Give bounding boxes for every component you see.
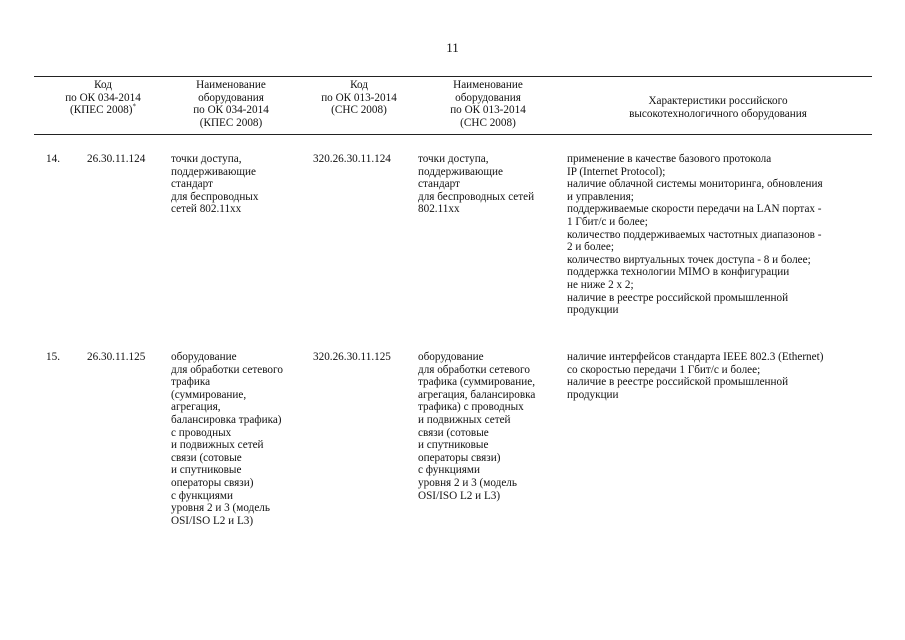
row-14-name-sns: точки доступа, поддерживающие стандарт для беспроводных сетей 802.11хх — [418, 153, 535, 216]
row-15-code-sns: 320.26.30.11.125 — [313, 351, 391, 363]
table-top-rule — [34, 76, 872, 77]
row-14-name-okpd: точки доступа, поддерживающие стандарт для беспроводных сетей 802.11хх — [171, 153, 259, 216]
header-bottom-rule — [34, 134, 872, 135]
row-15-name-okpd: оборудование для обработки сетевого трафика (суммирование, агрегация, балансировка трафика) с проводных и подвижных сетей связи (сотовые и спутниковые операторы связи) с функциями уровня 2 и 3 (модель OSI/ISO L2 и L3) — [171, 351, 283, 527]
header-code-okpd — [48, 79, 158, 117]
row-14-code-okpd: 26.30.11.124 — [87, 153, 146, 165]
header-code-okpd-text: Код по ОК 034-2014 (КПЕС 2008) — [65, 79, 141, 117]
header-footnote-mark: * — [132, 102, 136, 111]
row-15-characteristics: наличие интерфейсов стандарта IEEE 802.3 (Ethernet) со скоростью передачи 1 Гбит/с и более; наличие в реестре российской промышленной продукции — [567, 351, 824, 401]
header-characteristics: Характеристики российского высокотехнологичного оборудования — [629, 95, 807, 120]
header-code-sns: Код по ОК 013-2014 (СНС 2008) — [321, 79, 397, 117]
row-14-number: 14. — [46, 153, 60, 165]
row-15-code-okpd: 26.30.11.125 — [87, 351, 146, 363]
header-name-okpd: Наименование оборудования по ОК 034-2014 (КПЕС 2008) — [193, 79, 269, 129]
row-15-number: 15. — [46, 351, 60, 363]
page-number: 11 — [446, 40, 459, 55]
row-14-characteristics: применение в качестве базового протокола IP (Internet Protocol); наличие облачной системы мониторинга, обновления и управления; поддерживаемые скорости передачи на LAN портах - 1 Гбит/с и более; количество поддерживаемых частотных диапазонов - 2 и более; количество виртуальных точек доступа - 8 и более; поддержка технологии MIMO в конфигурации не ниже 2 х 2; наличие в реестре российской промышленной продукции — [567, 153, 823, 317]
row-15-name-sns: оборудование для обработки сетевого трафика (суммирование, агрегация, балансировка трафика) с проводных и подвижных сетей связи (сотовые и спутниковые операторы связи) с функциями уровня 2 и 3 (модель OSI/ISO L2 и L3) — [418, 351, 536, 502]
row-14-code-sns: 320.26.30.11.124 — [313, 153, 391, 165]
header-name-sns: Наименование оборудования по ОК 013-2014 (СНС 2008) — [450, 79, 526, 129]
